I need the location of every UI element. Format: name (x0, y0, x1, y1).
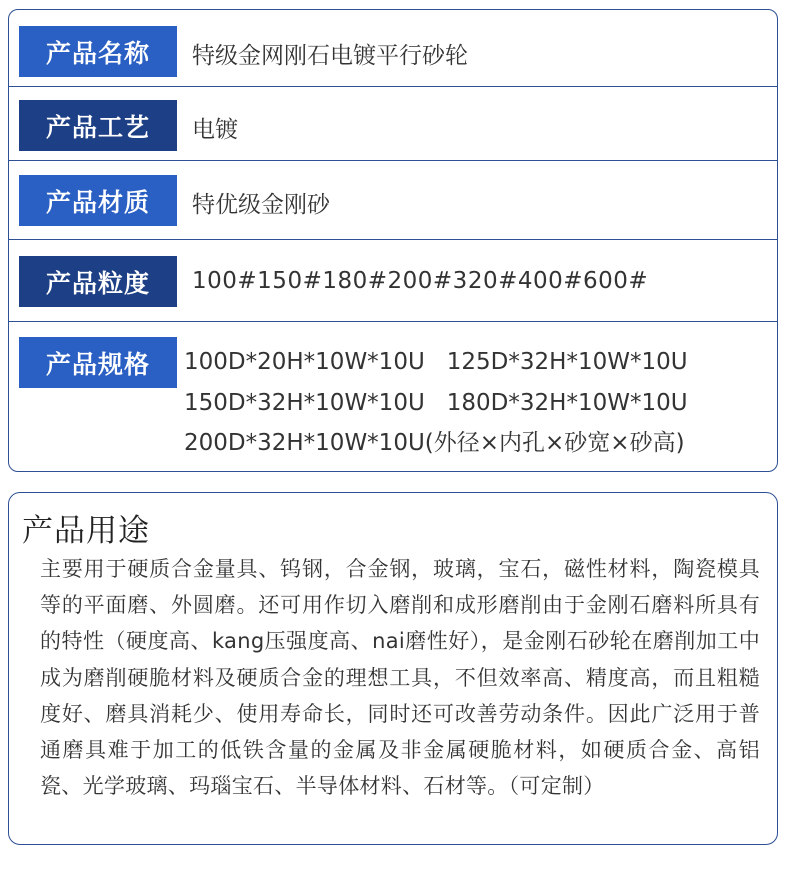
spec-item: 100D*20H*10W*10U (184, 349, 425, 375)
usage-title: 产品用途 (22, 513, 150, 549)
spec-item: 200D*32H*10W*10U(外径×内孔×砂宽×砂高) (184, 430, 685, 456)
value-product-name: 特级金网刚石电镀平行砂轮 (192, 43, 468, 69)
row-divider (9, 239, 777, 240)
usage-body: 主要用于硬质合金量具、钨钢，合金钢，玻璃，宝石，磁性材料，陶瓷模具等的平面磨、外圆磨。还可用作切入磨削和成形磨削由于金刚石磨料所具有的特性（硬度高、kang压强度高、nai磨性好），是金刚石砂轮在磨削加工中成为磨削硬脆材料及硬质合金的理想工具，不但效率高、精度高，而且粗糙度好、磨具消耗少、使用寿命长，同时还可改善劳动条件。因此广泛用于普通磨具难于加工的低铁含量的金属及非金属硬脆材料，如硬质合金、高铝瓷、光学玻璃、玛瑙宝石、半导体材料、石材等。（可定制） (40, 557, 760, 799)
label-product-process: 产品工艺 (19, 100, 177, 151)
label-product-spec: 产品规格 (19, 337, 177, 388)
product-spec-table (8, 9, 778, 472)
row-divider (9, 86, 777, 87)
row-divider (9, 160, 777, 161)
product-usage-card (8, 492, 778, 845)
row-divider (9, 321, 777, 322)
spec-line (184, 383, 688, 424)
label-product-grit: 产品粒度 (19, 256, 177, 307)
spec-line (184, 342, 688, 383)
label-product-material: 产品材质 (19, 175, 177, 226)
spec-item: 150D*32H*10W*10U (184, 389, 425, 416)
spec-list (184, 342, 688, 464)
label-product-name: 产品名称 (19, 26, 177, 77)
spec-line (184, 423, 688, 464)
value-product-grit: 100#150#180#200#320#400#600# (192, 268, 649, 294)
value-product-material: 特优级金刚砂 (192, 192, 330, 218)
spec-item: 125D*32H*10W*10U (446, 349, 688, 375)
spec-item: 180D*32H*10W*10U (446, 389, 688, 416)
value-product-process: 电镀 (192, 117, 238, 143)
